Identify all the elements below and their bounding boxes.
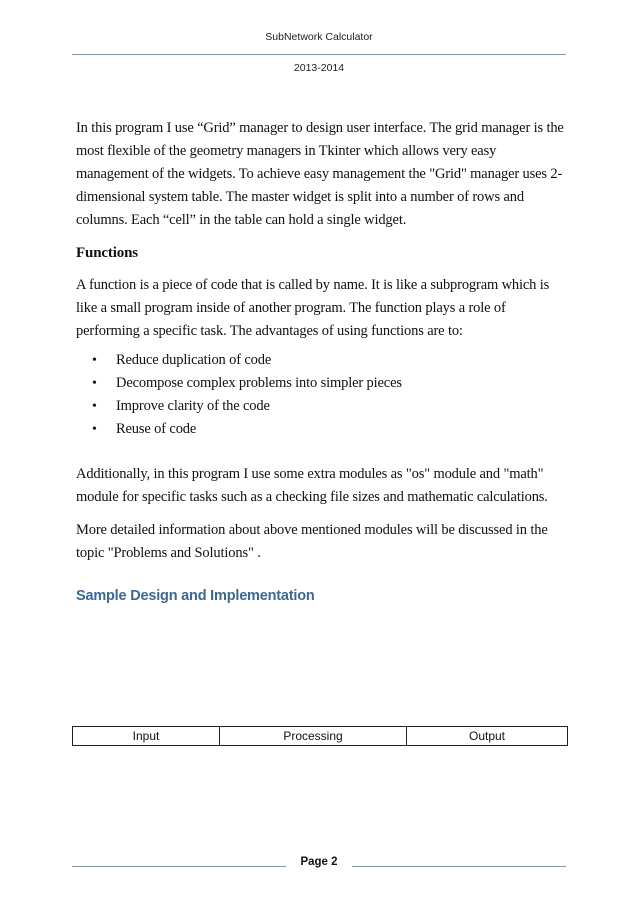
table-header-input: Input: [73, 727, 220, 746]
list-item: • Reuse of code: [116, 418, 568, 441]
functions-paragraph: A function is a piece of code that is called by name. It is like a subprogram which is like a small program inside of another program. The function plays a role of performing a specific task. The advantages of using functions are to:: [76, 277, 550, 339]
list-item: • Decompose complex problems into simpler pieces: [116, 372, 568, 395]
page-number: Page 2: [300, 856, 338, 868]
footer-divider-right: [352, 866, 566, 867]
more-info-paragraph: More detailed information about above mentioned modules will be discussed in the topic "Problems and Solutions" .: [76, 522, 548, 561]
functions-heading: Functions: [76, 245, 138, 261]
header-divider: [72, 54, 566, 55]
advantages-list: [76, 349, 568, 441]
header-year: 2013-2014: [293, 62, 345, 74]
modules-paragraph: Additionally, in this program I use some extra modules as "os" module and "math" module for specific tasks such as a checking file sizes and mathematic calculations.: [76, 466, 548, 505]
document-body: [76, 117, 568, 608]
table-header-row: [73, 727, 568, 746]
table-header-processing: Processing: [220, 727, 407, 746]
list-item: • Improve clarity of the code: [116, 395, 568, 418]
footer-divider-left: [72, 866, 286, 867]
list-item: • Reduce duplication of code: [116, 349, 568, 372]
table-header-output: Output: [407, 727, 568, 746]
intro-paragraph: In this program I use “Grid” manager to design user interface. The grid manager is the most flexible of the geometry managers in Tkinter which allows very easy management of the widgets. To achieve easy management the "Grid" manager uses 2-dimensional system table. The master widget is split into a number of rows and columns. Each “cell” in the table can hold a single widget.: [76, 120, 564, 228]
io-table: [72, 726, 568, 746]
header-title: SubNetwork Calculator: [265, 31, 373, 43]
sample-design-heading: Sample Design and Implementation: [76, 588, 315, 604]
